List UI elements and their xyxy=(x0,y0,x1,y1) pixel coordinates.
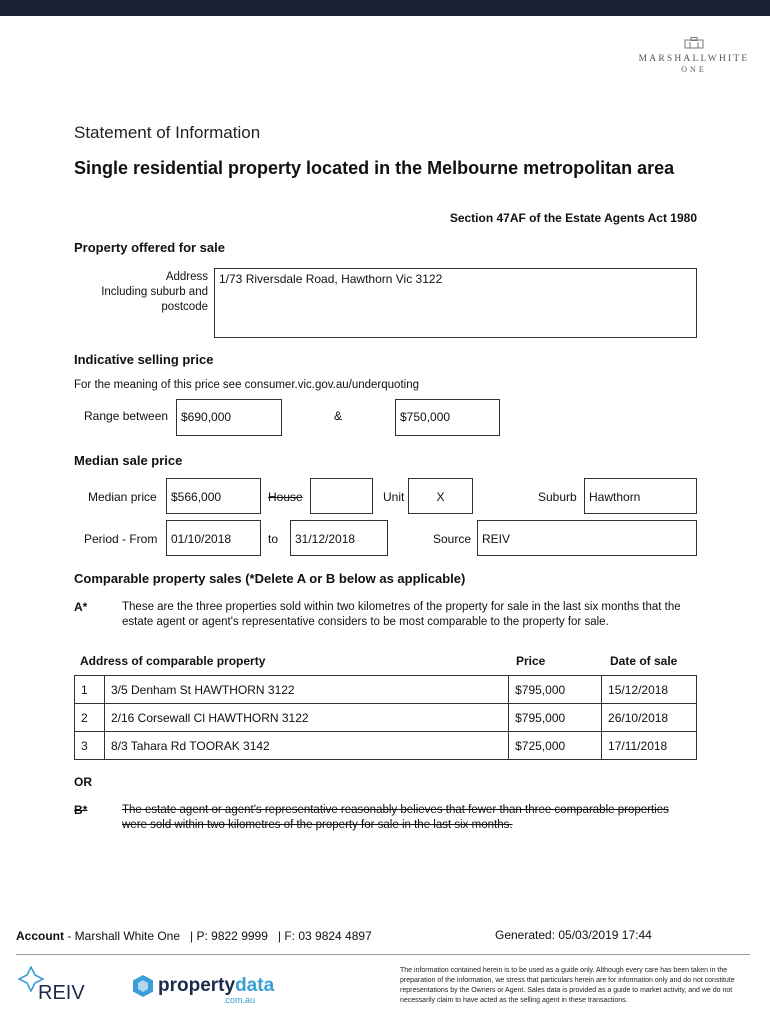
marshall-white-logo xyxy=(636,36,752,74)
row-price[interactable]: $795,000 xyxy=(509,704,602,732)
option-b-marker: B* xyxy=(74,803,88,817)
option-b-text: The estate agent or agent's representative reasonably believes that fewer than three comparable properties were sold within two kilometres of the property for sale in the last six months. xyxy=(122,804,669,831)
option-a-marker: A* xyxy=(74,600,88,614)
propertydata-logo xyxy=(131,972,275,1008)
row-number: 2 xyxy=(75,704,105,732)
table-row xyxy=(75,732,697,760)
brand-name: MARSHALLWHITE xyxy=(638,54,750,64)
row-date[interactable]: 17/11/2018 xyxy=(602,732,697,760)
row-price[interactable]: $725,000 xyxy=(509,732,602,760)
unit-field[interactable]: X xyxy=(408,478,473,514)
house-label: House xyxy=(268,490,303,504)
row-address[interactable]: 2/16 Corsewall Cl HAWTHORN 3122 xyxy=(104,704,508,732)
row-address[interactable]: 8/3 Tahara Rd TOORAK 3142 xyxy=(104,732,508,760)
median-price-field[interactable]: $566,000 xyxy=(166,478,261,514)
row-price[interactable]: $795,000 xyxy=(509,676,602,704)
range-label: Range between xyxy=(84,409,169,423)
period-label: Period - From xyxy=(84,532,158,546)
option-a-text: These are the three properties sold within two kilometres of the property for sale in the last six months that the estate agent or agent's representative considers to be most comparable to the property for sale. xyxy=(122,601,681,628)
period-from-field[interactable]: 01/10/2018 xyxy=(166,520,261,556)
address-field[interactable]: 1/73 Riversdale Road, Hawthorn Vic 3122 xyxy=(214,268,697,338)
reiv-logo xyxy=(18,966,98,1006)
unit-label: Unit xyxy=(383,490,405,504)
comparable-section-title: Comparable property sales (*Delete A or B below as applicable) xyxy=(74,571,466,586)
building-icon xyxy=(683,37,705,49)
top-bar xyxy=(0,0,770,16)
doc-heading: Statement of Information xyxy=(74,123,261,142)
col-header-address: Address of comparable property xyxy=(80,654,266,668)
address-label: Address Including suburb and postcode xyxy=(101,271,208,313)
act-section: Section 47AF of the Estate Agents Act 1980 xyxy=(449,211,697,225)
range-amp: & xyxy=(334,409,343,423)
account-line xyxy=(16,929,372,943)
range-high-field[interactable]: $750,000 xyxy=(395,399,500,436)
underquoting-note: For the meaning of this price see consumer.vic.gov.au/underquoting xyxy=(74,379,419,391)
propertydata-accent: data xyxy=(235,975,275,996)
row-date[interactable]: 15/12/2018 xyxy=(602,676,697,704)
period-to-label: to xyxy=(268,532,279,546)
row-date[interactable]: 26/10/2018 xyxy=(602,704,697,732)
median-price-label: Median price xyxy=(88,490,157,504)
disclaimer-text: The information contained herein is to be used as a guide only. Although every care has been taken in the preparation of the information, we stress that particulars herein are for information only and do not constitute representations by the Owners or Agent. Sales data is provided as a guide to market activity, and we do not necessarily claim to have acted as the selling agent in these transactions. xyxy=(400,967,735,1004)
source-label: Source xyxy=(433,532,472,546)
suburb-field[interactable]: Hawthorn xyxy=(584,478,697,514)
propertydata-domain: .com.au xyxy=(223,995,256,1005)
col-header-price: Price xyxy=(516,654,546,668)
property-section-title: Property offered for sale xyxy=(74,240,225,255)
brand-sub: ONE xyxy=(681,65,707,74)
propertydata-word: property xyxy=(158,975,236,996)
doc-title: Single residential property located in the Melbourne metropolitan area xyxy=(74,158,675,178)
indicative-section-title: Indicative selling price xyxy=(74,352,214,367)
generated-timestamp: Generated: 05/03/2019 17:44 xyxy=(495,928,652,942)
table-row xyxy=(75,704,697,732)
table-row xyxy=(75,676,697,704)
comparable-table xyxy=(74,675,697,760)
reiv-wordmark: REIV xyxy=(38,982,85,1004)
col-header-date: Date of sale xyxy=(610,654,678,668)
source-field[interactable]: REIV xyxy=(477,520,697,556)
suburb-label: Suburb xyxy=(538,490,577,504)
row-address[interactable]: 3/5 Denham St HAWTHORN 3122 xyxy=(104,676,508,704)
or-label: OR xyxy=(74,775,92,789)
row-number: 3 xyxy=(75,732,105,760)
footer-divider xyxy=(16,954,750,955)
propertydata-hex-icon xyxy=(131,974,155,998)
range-low-field[interactable]: $690,000 xyxy=(176,399,282,436)
median-section-title: Median sale price xyxy=(74,453,183,468)
account-text: - Marshall White One | P: 9822 9999 | F: 03 9824 4897 xyxy=(64,929,372,943)
house-field[interactable] xyxy=(310,478,373,514)
account-label: Account xyxy=(16,929,64,943)
period-to-field[interactable]: 31/12/2018 xyxy=(290,520,388,556)
row-number: 1 xyxy=(75,676,105,704)
